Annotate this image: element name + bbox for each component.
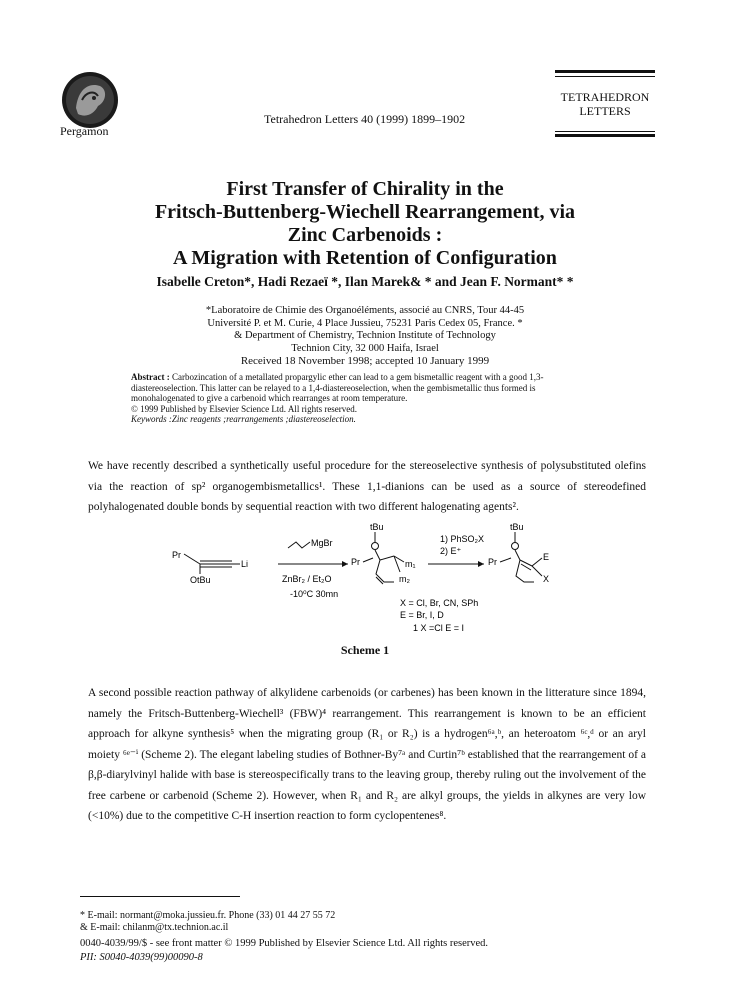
scheme-reagent1: MgBr [311,538,333,548]
scheme-allyl [288,542,310,548]
scheme-bond-pr3 [500,558,511,562]
scheme-reagent3: -10⁰C 30mn [290,589,339,599]
top-rule-thin [555,76,655,77]
scheme-otbu: OtBu [190,575,211,585]
scheme-cond1: X = Cl, Br, CN, SPh [400,598,479,608]
bottom-rule-thick [555,134,655,137]
title-line1: First Transfer of Chirality in the [226,178,504,200]
scheme-1-diagram [170,520,570,660]
journal-name-line2: LETTERS [579,104,631,118]
footnote-email1: * E-mail: normant@moka.jussieu.fr. Phone (33) 01 44 27 55 72 [80,910,336,921]
scheme-oxygen1 [372,543,379,550]
scheme-bond-x [532,566,542,576]
keywords-line: Keywords :Zinc reagents ;rearrangements ;diastereoselection. [131,414,356,425]
abstract-block [131,372,591,425]
scheme-caption: Scheme 1 [340,643,390,657]
page-footer [80,937,640,964]
scheme-li: Li [241,559,249,569]
scheme-cond3: 1 X =Cl E = I [413,623,465,633]
bottom-rule-thin [555,131,655,132]
scheme-bond-1 [184,554,200,564]
scheme-allyl-chain [376,560,394,582]
affiliation-line1: *Laboratoire de Chimie des Organoéléments, associé au CNRS, Tour 44-45 [205,305,525,316]
scheme-arrowhead-1 [342,561,348,567]
scheme-step1: 1) PhSO₂X [440,534,485,544]
title-line4: A Migration with Retention of Configuration [173,247,557,269]
scheme-cond2: E = Br, I, D [400,610,444,620]
footer-line1: 0040-4039/99/$ - see front matter © 1999 Published by Elsevier Science Ltd. All rights reserved. [80,938,489,949]
scheme-bond-pr2 [363,558,373,562]
scheme-m2: m₂ [399,574,410,584]
title-line2: Fritsch-Buttenberg-Wiechell Rearrangement, via [154,201,576,223]
scheme-tbu2: tBu [510,522,524,532]
footnote-rule [80,896,240,897]
affiliations [150,305,580,355]
scheme-bond-c1 [375,550,380,560]
affiliation-line2: Université P. et M. Curie, 4 Place Jussieu, 75231 Paris Cedex 05, France. * [207,317,523,329]
footnotes [80,910,640,934]
affiliation-line4: Technion City, 32 000 Haifa, Israel [291,342,439,354]
received-dates: Received 18 November 1998; accepted 10 January 1999 [240,355,490,367]
scheme-bond-e [532,558,542,566]
scheme-reagent2: ZnBr₂ / Et₂O [282,574,332,584]
abstract-label: Abstract : [131,372,170,382]
body-paragraph-2: A second possible reaction pathway of alkylidene carbenoids (or carbenes) has been known in the litterature since 1894, namely the Fritsch-Buttenberg-Wiechell³ (FBW)⁴ rearrangement. This rearrangement is known to be an efficient approach for alkyne synthesis⁵ when the migrating group (R₁ or R₂) is a hydrogen⁶ᵃ,ᵇ, an heteroatom ⁶ᶜ,ᵈ or an aryl moiety ⁶ᵉ⁻ⁱ (Scheme 2). The elegant labeling studies of Bothner-By⁷ᵃ and Curtin⁷ᵇ established that the rearrangement of a β,β-diarylvinyl halide with base is stereospecifically trans to the leaving group, thereby ruling out the involvement of the free carbene or carbenoid (Scheme 2). However, when R₁ and R₂ are alkyl groups, the yields in alkynes are very low (<10%) due to the competitive C-H insertion reaction to form cyclopentenes⁸. [88,687,646,822]
top-rule-thick [555,70,655,73]
scheme-oxygen2 [512,543,519,550]
article-title [80,178,650,270]
scheme-tbu1: tBu [370,522,384,532]
scheme-step2: 2) E⁺ [440,546,462,556]
body-paragraph-1: We have recently described a synthetically useful procedure for the stereoselective synthesis of polysubstituted olefins via the reaction of sp² organogembismetallics¹. These 1,1-dianions can be used as a source of stereodefined polyhalogenated double bonds by sequential reaction with two different halogenating agents². [88,460,646,513]
scheme-arrowhead-2 [478,561,484,567]
scheme-bond-p1 [515,550,520,560]
abstract-text: Carbozincation of a metallated propargylic ether can lead to a gem bismetallic reagent with a good 1,3-diastereoselection. This latter can be relayed to a 1,4-diastereoselection, when the gembismetallic thus formed is monohalogenated to give a carbenoid which rearranges at room temperature. [131,372,544,404]
title-line3: Zinc Carbenoids : [287,224,443,246]
footnote-email2: & E-mail: chilanm@tx.technion.ac.il [80,922,229,933]
scheme-bond-p2 [520,560,532,566]
scheme-m1: m₁ [405,559,416,569]
scheme-bond-m2 [394,556,400,572]
scheme-x: X [543,574,550,584]
abstract-body [131,372,591,404]
scheme-pr2: Pr [351,557,360,567]
scheme-pr1: Pr [172,550,181,560]
journal-name-line1: TETRAHEDRON [560,90,650,104]
journal-citation: Tetrahedron Letters 40 (1999) 1899–1902 [264,112,466,126]
author-list: Isabelle Creton*, Hadi Rezaeï *, Ilan Marek& * and Jean F. Normant* * [156,274,574,289]
affiliation-line3: & Department of Chemistry, Technion Institute of Technology [234,330,496,341]
scheme-allyl-chain-2 [516,560,534,582]
publisher-name: Pergamon [60,124,109,138]
scheme-e: E [543,552,550,562]
scheme-pr3: Pr [488,557,497,567]
copyright-line: © 1999 Published by Elsevier Science Ltd. All rights reserved. [131,403,358,414]
journal-name [555,90,655,118]
scheme-bond-c2 [380,556,394,560]
footer-line2: PII: S0040-4039(99)00090-8 [80,951,203,963]
